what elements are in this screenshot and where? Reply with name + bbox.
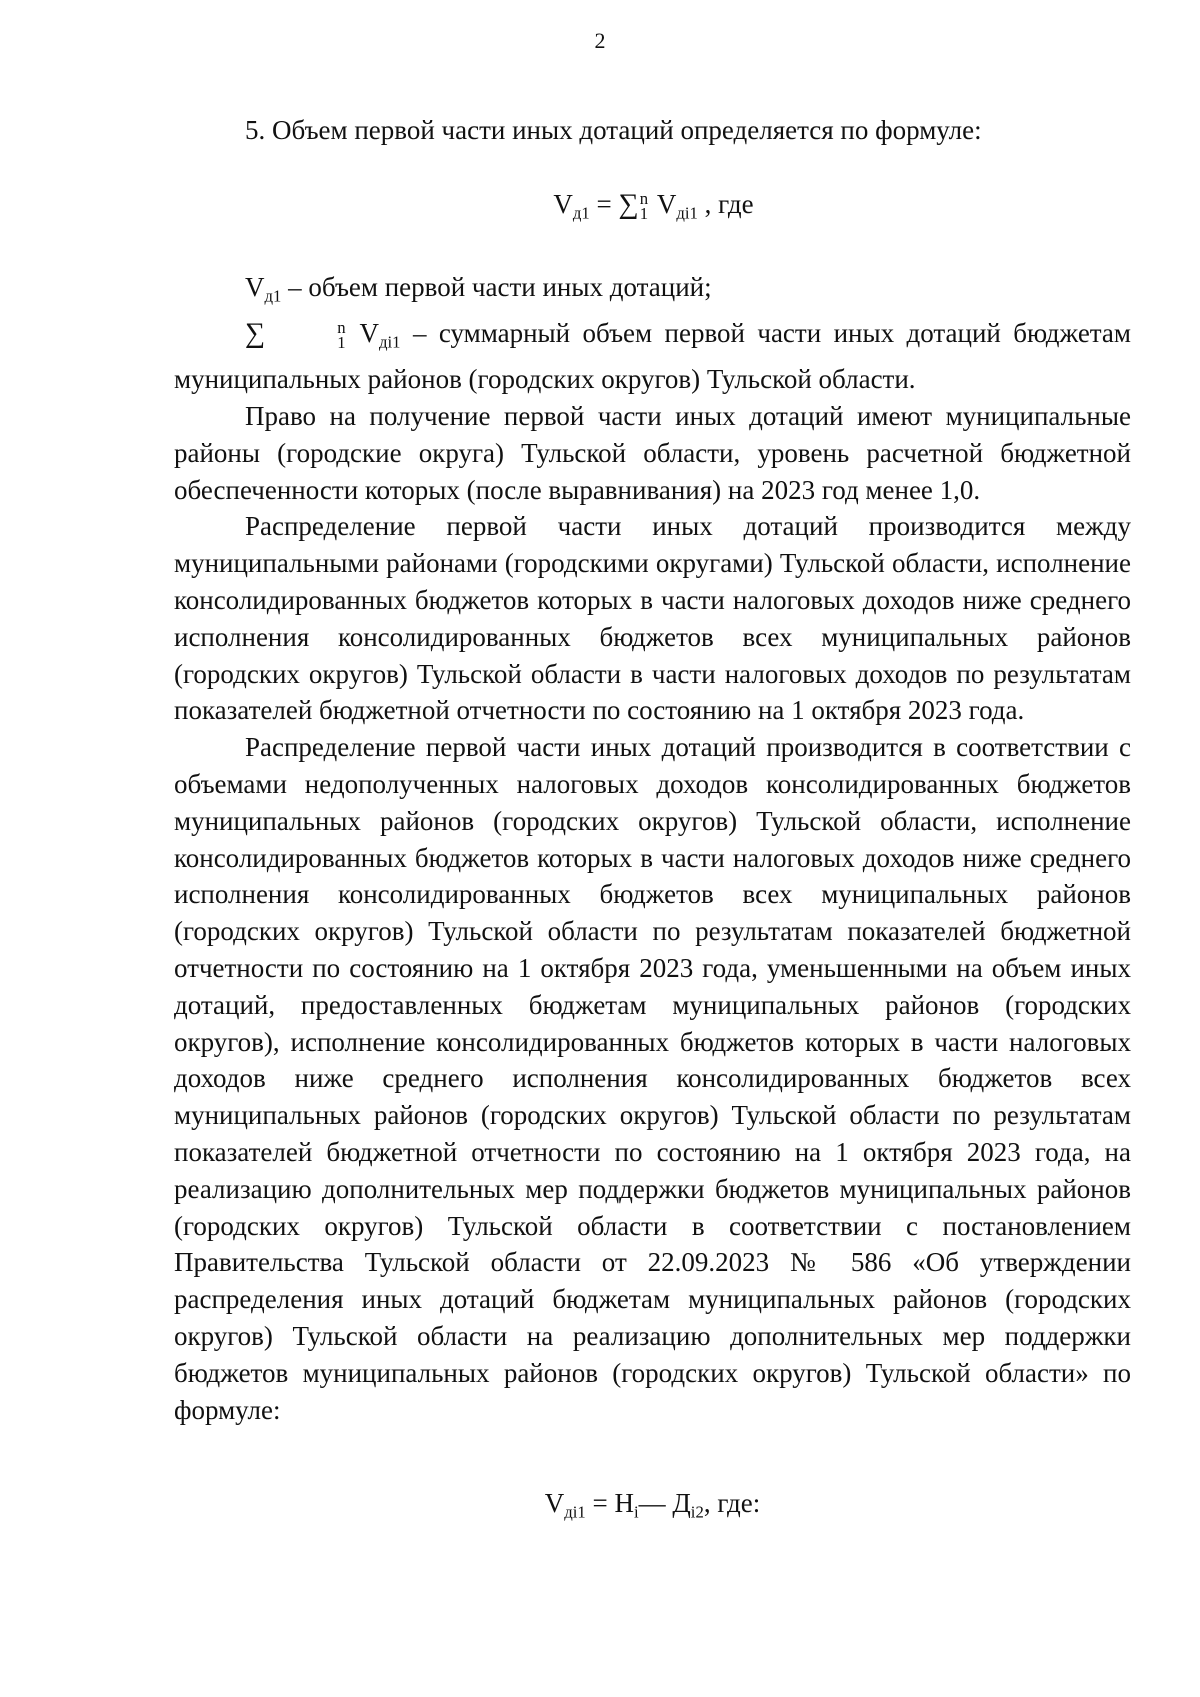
formula-1-lhs: $V_{д1}$ bbox=[553, 188, 590, 223]
formula-municipal-volume: $V_{дi1}$ = $Н_i—$ $Д_{i2}$, где: bbox=[544, 1488, 761, 1522]
formula-total-volume: $V_{д1}$ = ∑ n 1 $V_{дi1}$ , где bbox=[553, 188, 754, 223]
sum-symbol: ∑ bbox=[618, 188, 639, 220]
paragraph-eligibility: Право на получение первой части иных дотаций имеют муниципальные районы (городские округа) Тульской области, уровень расчетной бюджетной обеспеченности которых (после выравнивания) на 2023 год менее 1,0. bbox=[174, 401, 1131, 505]
definition-vd1: $V_{д1}$ – объем первой части иных дотаций; bbox=[245, 271, 712, 306]
intro-paragraph: 5. Объем первой части иных дотаций определяется по формуле: bbox=[245, 115, 982, 145]
sum-symbol: ∑ bbox=[245, 318, 266, 350]
formula-1-rhs: $V_{дi1}$ bbox=[650, 188, 698, 223]
document-body bbox=[174, 112, 1131, 1531]
paragraph-distribution: Распределение первой части иных дотаций производится между муниципальными районами (городскими округами) Тульской области, исполнение консолидированных бюджетов которых в части налоговых доходов ниже среднего исполнения консолидированных бюджетов всех муниципальных районов (городских округов) Тульской области в части налоговых доходов по результатам показателей бюджетной отчетности по состоянию на 1 октября 2023 года. bbox=[174, 511, 1131, 726]
page-number: 2 bbox=[594, 28, 606, 53]
definition-sum: ∑ n 1 $V_{дi1}$ – суммарный объем первой части иных дотаций бюджетам муниципальных районов (городских округов) Тульской области. bbox=[174, 317, 1131, 395]
paragraph-distribution-volume: Распределение первой части иных дотаций производится в соответствии с объемами недополученных налоговых доходов консолидированных бюджетов муниципальных районов (городских округов) Тульской области, исполнение консолидированных бюджетов которых в части налоговых доходов ниже среднего исполнения консолидированных бюджетов всех муниципальных районов (городских округов) Тульской области по результатам показателей бюджетной отчетности по состоянию на 1 октября 2023 года, уменьшенными на объем иных дотаций, предоставленных бюджетам муниципальных районов (городских округов), исполнение консолидированных бюджетов которых в части налоговых доходов ниже среднего исполнения консолидированных бюджетов всех муниципальных районов (городских округов) Тульской области по результатам показателей бюджетной отчетности по состоянию на 1 октября 2023 года, на реализацию дополнительных мер поддержки бюджетов муниципальных районов (городских округов) Тульской области в соответствии с постановлением Правительства Тульской области от 22.09.2023 № 586 «Об утверждении распределения иных дотаций бюджетам муниципальных районов (городских округов) Тульской области на реализацию дополнительных мер поддержки бюджетов муниципальных районов (городских округов) Тульской области» по формуле: bbox=[174, 732, 1131, 1425]
